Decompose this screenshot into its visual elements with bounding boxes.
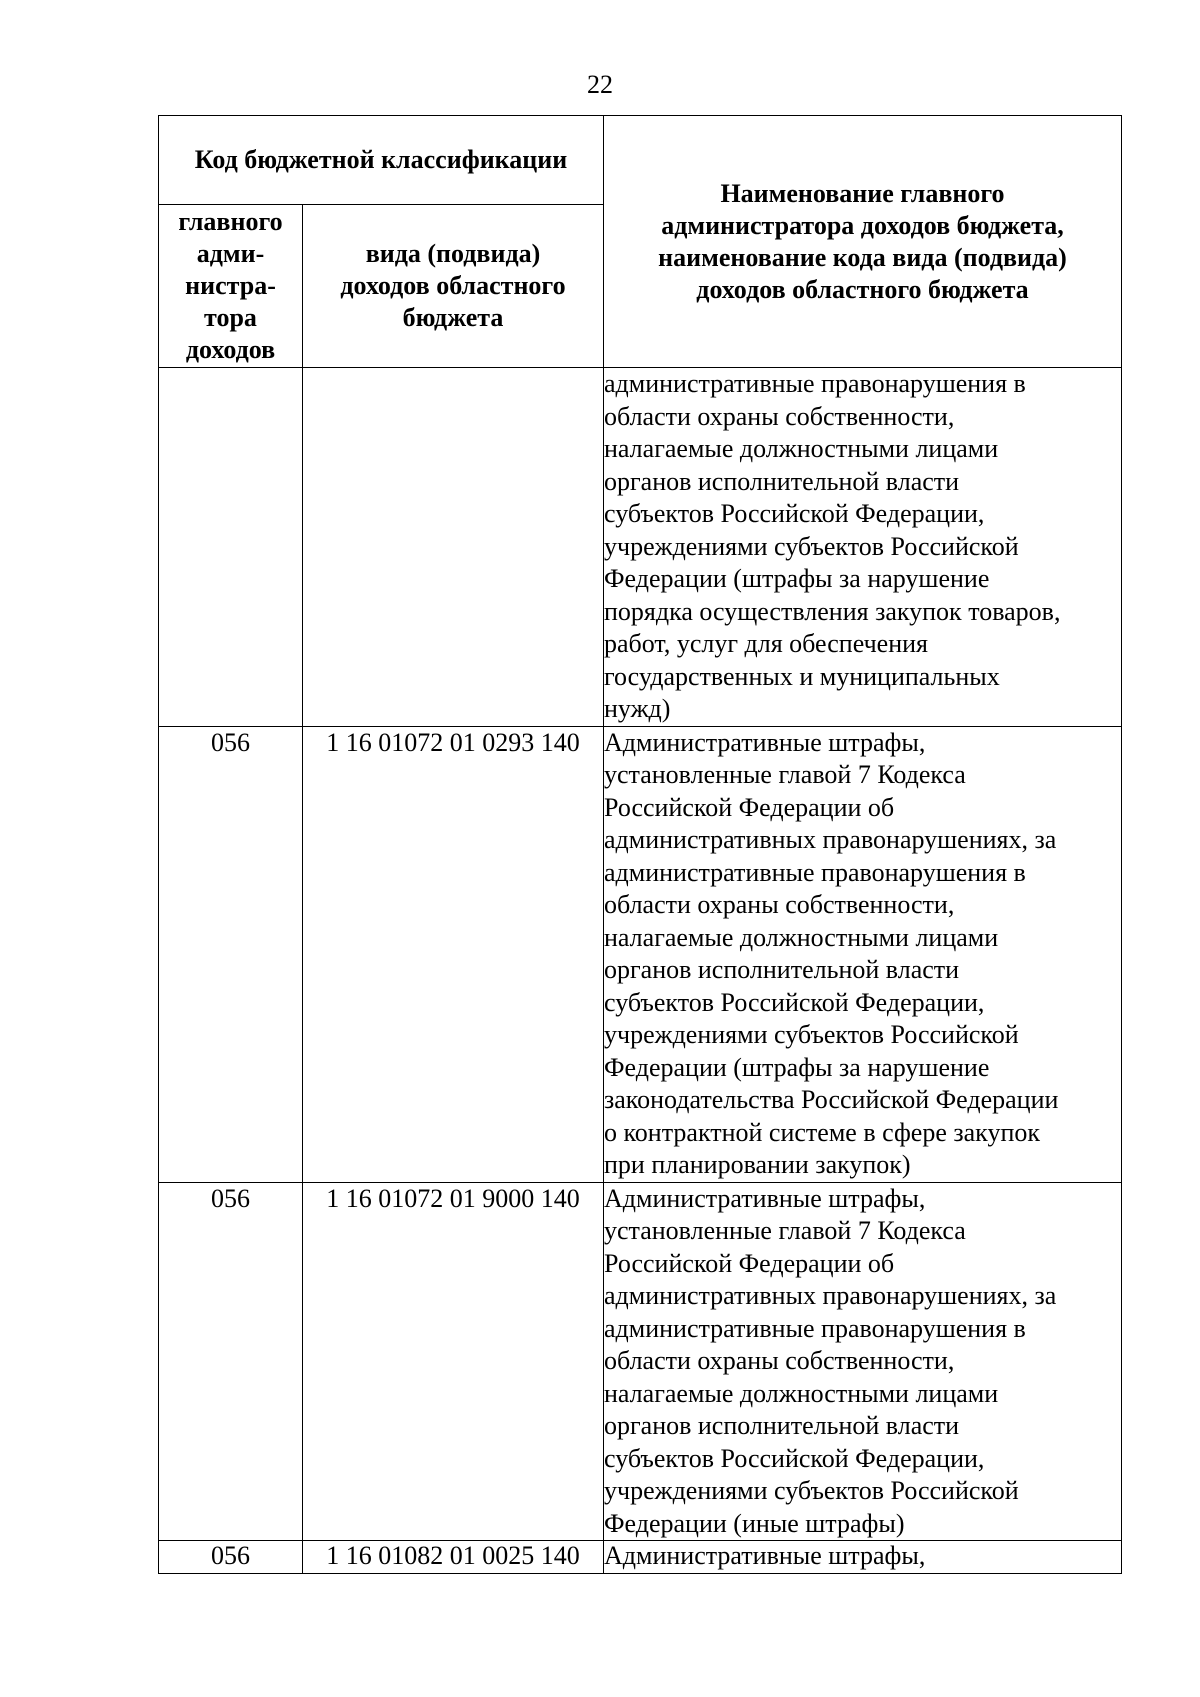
description-line: Административные штрафы, [604, 727, 926, 757]
description-line: учреждениями субъектов Российской [604, 1020, 1019, 1049]
page-number: 22 [587, 70, 613, 99]
description-line: административные правонарушения в [604, 857, 1026, 887]
header-name [604, 116, 1122, 368]
description-line: области охраны собственности, [604, 890, 955, 919]
description-line: установленные главой 7 Кодекса [604, 1216, 966, 1245]
description-line: порядка осуществления закупок товаров, [604, 596, 1061, 626]
header-admin-line: адми- [196, 239, 265, 268]
revenue-code-cell: 1 16 01072 01 0293 140 [303, 726, 604, 1182]
description-line: учреждениями субъектов Российской [604, 531, 1019, 561]
description-cell [604, 1182, 1122, 1541]
table-row [159, 726, 1122, 1182]
description-line: Федерации (штрафы за нарушение [604, 564, 990, 593]
header-admin [159, 205, 303, 368]
description-line: учреждениями субъектов Российской [604, 1476, 1019, 1505]
header-kind-line: бюджета [402, 303, 504, 332]
description-line: Российской Федерации об [604, 792, 895, 822]
table-row [159, 368, 1122, 727]
description-line: административных правонарушениях, за [604, 1281, 1057, 1310]
description-line: Административные штрафы, [604, 1541, 926, 1570]
description-cell [604, 726, 1122, 1182]
description-line: органов исполнительной власти [604, 955, 960, 984]
description-line: области охраны собственности, [604, 1346, 955, 1375]
header-admin-line: главного [178, 207, 283, 236]
table-row [159, 1541, 1122, 1574]
header-admin-line: доходов [185, 335, 276, 364]
description-line: органов исполнительной власти [604, 466, 960, 496]
revenue-code-cell: 1 16 01072 01 9000 140 [303, 1182, 604, 1541]
description-line: установленные главой 7 Кодекса [604, 760, 966, 789]
table-row [159, 1182, 1122, 1541]
description-line: при планировании закупок) [604, 1150, 911, 1179]
header-name-line: наименование кода вида (подвида) [658, 242, 1067, 272]
header-kind-line: доходов областного [340, 271, 566, 300]
description-line: органов исполнительной власти [604, 1411, 960, 1440]
description-line: Российской Федерации об [604, 1248, 895, 1278]
description-line: Административные штрафы, [604, 1183, 926, 1213]
description-line: административные правонарушения в [604, 1313, 1026, 1343]
header-budget-code-group: Код бюджетной классификации [159, 116, 604, 205]
header-name-line: Наименование главного [720, 178, 1005, 208]
description-line: нужд) [604, 694, 671, 723]
description-line: административные правонарушения в [604, 369, 1026, 398]
description-line: субъектов Российской Федерации, [604, 499, 985, 528]
header-admin-line: тора [204, 303, 257, 332]
description-line: Федерации (штрафы за нарушение [604, 1052, 990, 1082]
header-kind-line: вида (подвида) [365, 239, 541, 268]
description-cell [604, 368, 1122, 727]
header-name-line: доходов областного бюджета [696, 274, 1029, 304]
revenue-code-cell: 1 16 01082 01 0025 140 [303, 1541, 604, 1574]
budget-classification-table [158, 115, 1122, 1574]
admin-code-cell: 056 [159, 1541, 303, 1574]
header-kind [303, 205, 604, 368]
description-line: налагаемые должностными лицами [604, 434, 999, 463]
admin-code-cell: 056 [159, 1182, 303, 1541]
admin-code-cell [159, 368, 303, 727]
header-name-line: администратора доходов бюджета, [661, 210, 1064, 240]
description-line: законодательства Российской Федерации [604, 1085, 1059, 1114]
description-cell [604, 1541, 1122, 1574]
description-line: области охраны собственности, [604, 401, 955, 431]
admin-code-cell: 056 [159, 726, 303, 1182]
description-line: административных правонарушениях, за [604, 825, 1057, 854]
revenue-code-cell [303, 368, 604, 727]
description-line: работ, услуг для обеспечения [604, 629, 928, 658]
description-line: о контрактной системе в сфере закупок [604, 1117, 1040, 1147]
description-line: субъектов Российской Федерации, [604, 987, 985, 1017]
description-line: налагаемые должностными лицами [604, 1378, 999, 1408]
description-line: субъектов Российской Федерации, [604, 1443, 985, 1473]
description-line: государственных и муниципальных [604, 661, 1000, 691]
description-line: Федерации (иные штрафы) [604, 1508, 905, 1538]
description-line: налагаемые должностными лицами [604, 922, 999, 952]
header-admin-line: нистра- [185, 271, 276, 300]
